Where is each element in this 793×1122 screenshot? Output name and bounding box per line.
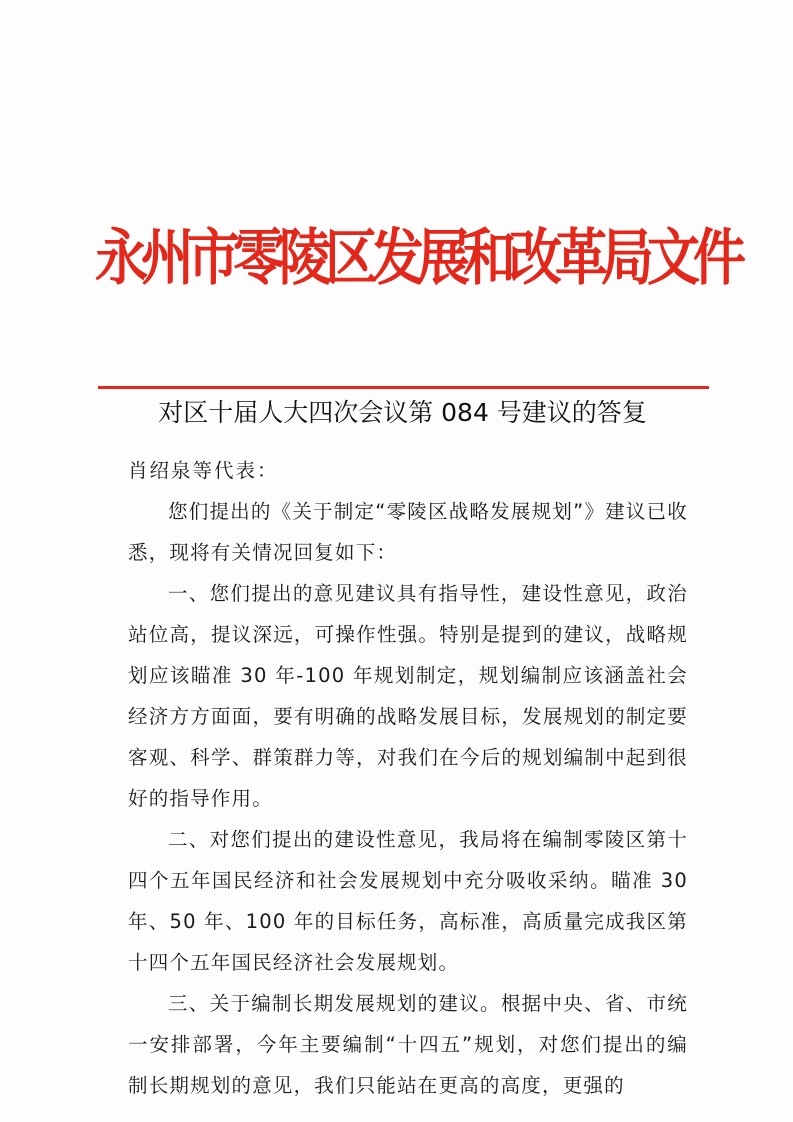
- paragraph-point-two: 二、对您们提出的建设性意见，我局将在编制零陵区第十四个五年国民经济和社会发展规划中充分吸收采纳。瞄准 30 年、50 年、100 年的目标任务，高标准，高质量完成我区第十四个五年国民经济社会发展规划。: [128, 828, 688, 974]
- paragraph-point-one: 一、您们提出的意见建议具有指导性，建设性意见，政治站位高，提议深远，可操作性强。特别是提到的建议，战略规划应该瞄准 30 年-100 年规划制定，规划编制应该涵盖社会经济方方面面，要有明确的战略发展目标，发展规划的制定要客观、科学、群策群力等，对我们在今后的规划编制中起到很好的指导作用。: [128, 582, 688, 810]
- paragraph-point-three: 三、关于编制长期发展规划的建议。根据中央、省、市统一安排部署，今年主要编制“十四五”规划，对您们提出的编制长期规划的意见，我们只能站在更高的高度，更强的: [128, 992, 688, 1097]
- document-title: 对区十届人大四次会议第 084 号建议的答复: [158, 398, 647, 427]
- document-body: [128, 450, 688, 1106]
- salutation: 肖绍泉等代表：: [128, 459, 279, 482]
- paragraph-intro: 您们提出的《关于制定“零陵区战略发展规划”》建议已收悉，现将有关情况回复如下：: [128, 500, 688, 564]
- org-header-title: 永州市零陵区发展和改革局文件: [95, 222, 739, 294]
- red-header-rule: [98, 386, 709, 389]
